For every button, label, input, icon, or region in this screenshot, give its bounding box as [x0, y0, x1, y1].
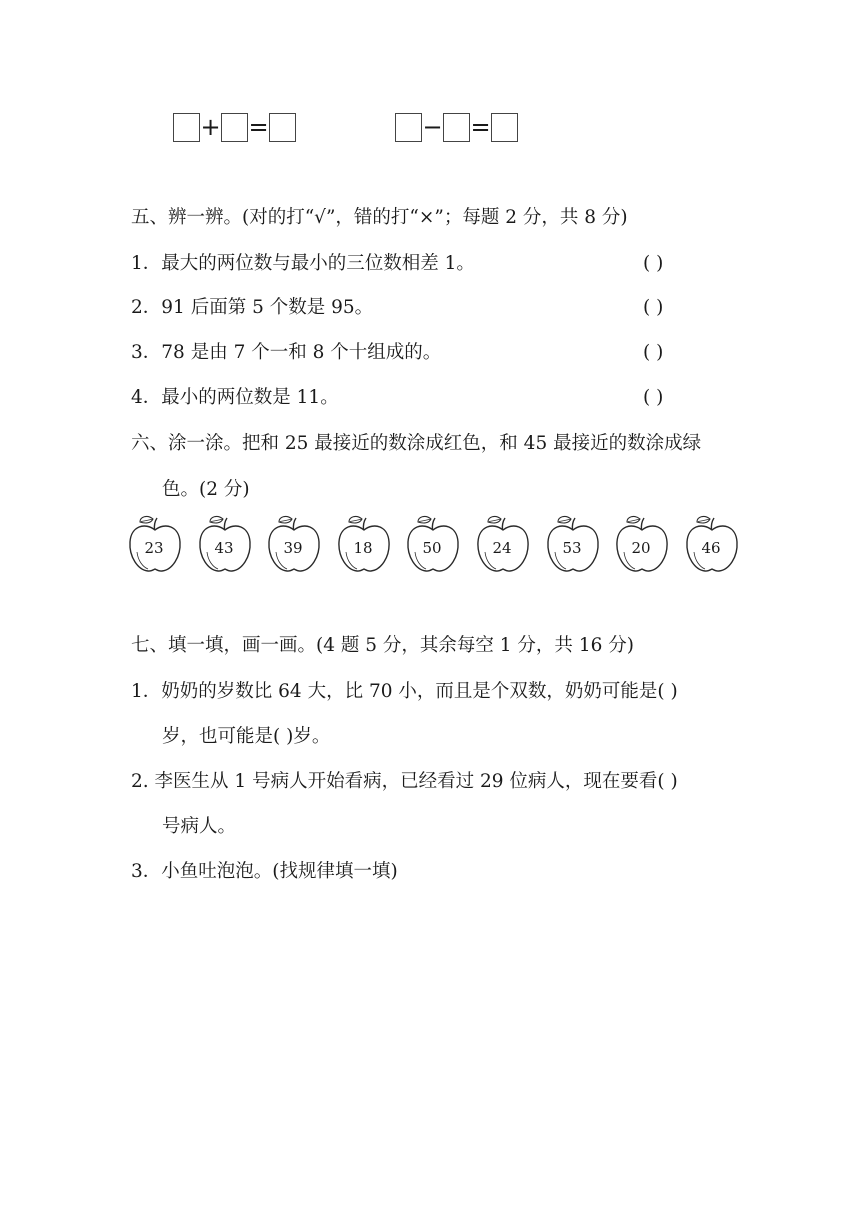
apple-number: 43 [214, 539, 234, 557]
apple-number: 18 [353, 539, 373, 557]
plus-sign: + [200, 112, 221, 141]
addend-box-2[interactable] [221, 113, 248, 142]
apple-number: 20 [631, 539, 651, 557]
section5-item-3: 3．78 是由 7 个一和 8 个十组成的。 [131, 342, 442, 363]
subtrahend-box[interactable] [443, 113, 470, 142]
apple-number: 23 [144, 539, 164, 557]
answer-paren-4[interactable]: ( ) [643, 387, 664, 408]
section7-q1: 1．奶奶的岁数比 64 大，比 70 小，而且是个双数，奶奶可能是( ) [131, 681, 678, 702]
section6-title: 六、涂一涂。把和 25 最接近的数涂成红色，和 45 最接近的数涂成绿 [131, 433, 702, 454]
apple-43[interactable] [198, 512, 252, 574]
apple-53[interactable] [546, 512, 600, 574]
section7-q1-cont: 岁，也可能是( )岁。 [162, 726, 331, 747]
minus-sign: − [422, 112, 443, 141]
apple-23[interactable] [128, 512, 182, 574]
section5-item-4: 4．最小的两位数是 11。 [131, 387, 339, 408]
apple-24[interactable] [476, 512, 530, 574]
apple-number: 39 [283, 539, 303, 557]
equals-sign: = [470, 112, 491, 141]
section5-item-2: 2．91 后面第 5 个数是 95。 [131, 297, 374, 318]
apple-row [128, 512, 740, 576]
apple-50[interactable] [406, 512, 460, 574]
apple-20[interactable] [615, 512, 669, 574]
apple-number: 24 [492, 539, 512, 557]
apple-number: 53 [562, 539, 582, 557]
difference-box[interactable] [491, 113, 518, 142]
answer-paren-1[interactable]: ( ) [643, 253, 664, 274]
section6-title-cont: 色。(2 分) [162, 479, 250, 500]
answer-paren-2[interactable]: ( ) [643, 297, 664, 318]
section7-q2: 2. 李医生从 1 号病人开始看病，已经看过 29 位病人，现在要看( ) [131, 771, 678, 792]
addition-equation [173, 110, 296, 144]
minuend-box[interactable] [395, 113, 422, 142]
apple-39[interactable] [267, 512, 321, 574]
section5-title: 五、辨一辨。(对的打“√”，错的打“×”；每题 2 分，共 8 分) [131, 207, 628, 228]
apple-number: 50 [422, 539, 442, 557]
equals-sign: = [248, 112, 269, 141]
addend-box-1[interactable] [173, 113, 200, 142]
apple-18[interactable] [337, 512, 391, 574]
apple-46[interactable] [685, 512, 739, 574]
section5-item-1: 1．最大的两位数与最小的三位数相差 1。 [131, 253, 475, 274]
section7-q3: 3．小鱼吐泡泡。(找规律填一填) [131, 861, 398, 882]
sum-box[interactable] [269, 113, 296, 142]
section7-q2-cont: 号病人。 [162, 816, 237, 837]
section7-title: 七、填一填，画一画。(4 题 5 分，其余每空 1 分，共 16 分) [131, 635, 634, 656]
apple-number: 46 [701, 539, 721, 557]
answer-paren-3[interactable]: ( ) [643, 342, 664, 363]
subtraction-equation [395, 110, 518, 144]
